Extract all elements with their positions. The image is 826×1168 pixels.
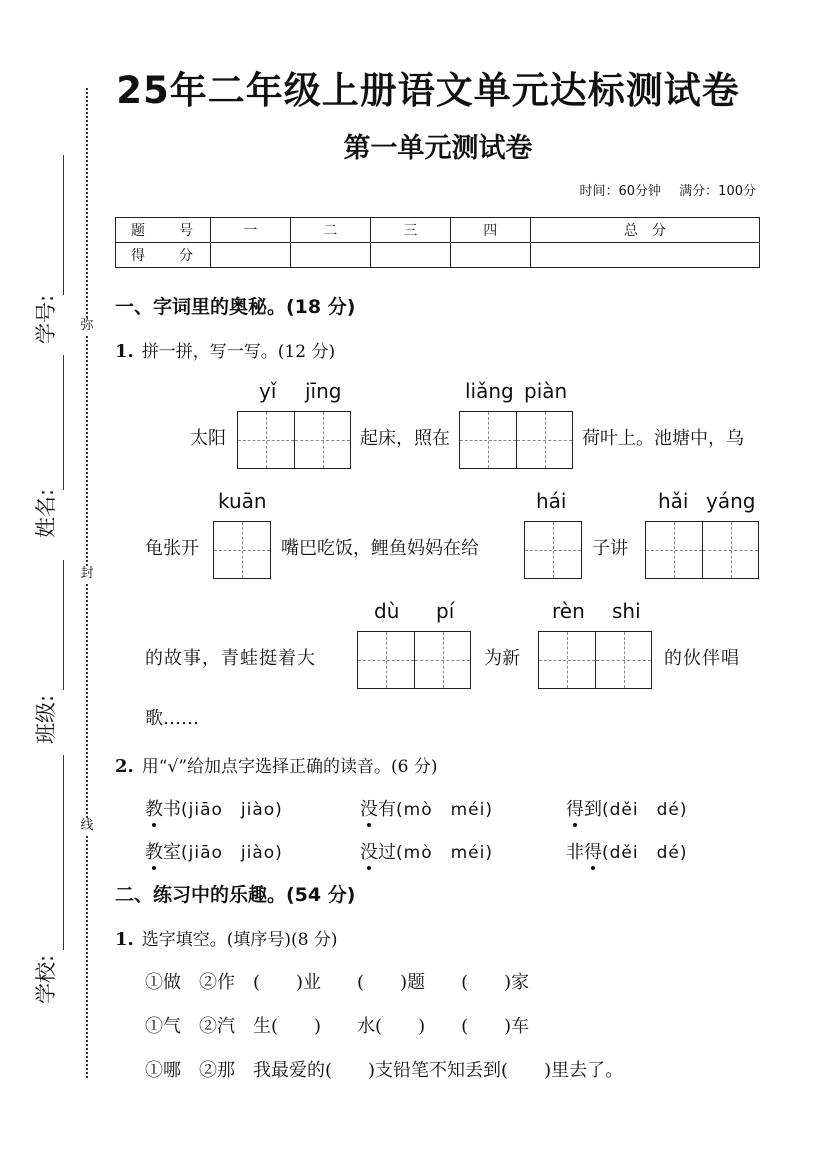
writing-grid[interactable] (645, 521, 759, 579)
pinyin: yǐ (259, 379, 277, 403)
pronunciation-choice[interactable]: 没过(mò méi) (360, 838, 493, 864)
writing-grid[interactable] (459, 411, 573, 469)
score-table-col-1: 一 (211, 218, 291, 243)
cut-char-mi: 弥 (80, 318, 94, 333)
score-cell[interactable] (530, 243, 759, 268)
class-label: 班级: (34, 694, 58, 744)
score-cell[interactable] (370, 243, 450, 268)
student-number-label: 学号: (34, 294, 58, 344)
question-text: 拼一拼，写一写。(12 分) (141, 342, 336, 362)
passage-text: 龟张开 (145, 538, 199, 559)
question-number: 2. (115, 756, 134, 777)
pinyin: kuān (218, 489, 267, 513)
question-1-1 (115, 337, 335, 362)
binding-dotted-line (86, 88, 88, 1078)
pinyin: dù (374, 599, 400, 623)
pinyin-options[interactable]: (mò méi) (396, 800, 493, 820)
pinyin-options[interactable]: (jiāo jiào) (181, 800, 283, 820)
pinyin-options[interactable]: (jiāo jiào) (181, 843, 283, 863)
passage-text: 的伙伴唱 (664, 648, 740, 669)
pinyin-options[interactable]: (děi dé) (602, 843, 688, 863)
pronunciation-choice[interactable]: 非得(děi dé) (566, 838, 688, 864)
dotted-char: 得 (566, 795, 584, 821)
pronunciation-choice[interactable]: 没有(mò méi) (360, 795, 493, 821)
dotted-char: 教 (145, 795, 163, 821)
pinyin: pí (436, 599, 455, 623)
pinyin: liǎng (465, 379, 514, 403)
writing-grid[interactable] (213, 521, 271, 579)
exam-meta (565, 180, 756, 199)
score-table-col-3: 三 (370, 218, 450, 243)
question-number: 1. (115, 341, 134, 362)
dotted-char: 没 (360, 838, 378, 864)
passage-text: 子讲 (592, 538, 628, 559)
pronunciation-choice[interactable]: 教室(jiāo jiào) (145, 838, 283, 864)
score-table-header-row (116, 218, 760, 243)
pronunciation-choice[interactable]: 得到(děi dé) (566, 795, 688, 821)
exam-time: 时间：60分钟 (579, 184, 662, 199)
pinyin: piàn (524, 379, 568, 403)
writing-grid[interactable] (538, 631, 652, 689)
page-subtitle: 第一单元测试卷 (343, 133, 533, 164)
pinyin: rèn (552, 599, 585, 623)
pinyin-options[interactable]: (děi dé) (602, 800, 688, 820)
pinyin: jīng (305, 379, 342, 403)
pinyin: hǎi (658, 489, 689, 513)
pinyin: hái (536, 489, 567, 513)
question-2-1 (115, 925, 338, 950)
pinyin: yáng (706, 489, 756, 513)
school-label: 学校: (34, 954, 58, 1004)
passage-text: 的故事，青蛙挺着大 (145, 648, 316, 669)
passage-text: 荷叶上。池塘中，乌 (582, 428, 744, 449)
passage-text: 起床，照在 (360, 428, 450, 449)
fill-blank-row[interactable]: ①做 ②作 ( )业 ( )题 ( )家 (145, 972, 530, 993)
passage-text: 太阳 (190, 428, 226, 449)
class-line[interactable] (63, 560, 64, 690)
score-table (115, 217, 760, 268)
score-table-score-row (116, 243, 760, 268)
score-row-label: 得 分 (116, 243, 211, 268)
writing-grid[interactable] (237, 411, 351, 469)
dotted-char: 得 (584, 838, 602, 864)
student-name-label: 姓名: (34, 488, 58, 538)
section-1-title: 一、字词里的奥秘。(18 分) (115, 296, 356, 318)
question-1-2 (115, 752, 438, 777)
section-2-title: 二、练习中的乐趣。(54 分) (115, 884, 356, 906)
student-name-line[interactable] (63, 355, 64, 490)
question-number: 1. (115, 929, 134, 950)
passage-text: 为新 (484, 648, 520, 669)
score-cell[interactable] (290, 243, 370, 268)
school-line[interactable] (63, 755, 64, 950)
writing-grid[interactable] (357, 631, 471, 689)
pronunciation-choice[interactable]: 教书(jiāo jiào) (145, 795, 283, 821)
score-cell[interactable] (211, 243, 291, 268)
score-table-col-total: 总 分 (530, 218, 759, 243)
score-table-header: 题 号 (116, 218, 211, 243)
pinyin: shi (612, 599, 641, 623)
pinyin-options[interactable]: (mò méi) (396, 843, 493, 863)
score-cell[interactable] (450, 243, 530, 268)
passage-text: 嘴巴吃饭，鲤鱼妈妈在给 (281, 538, 479, 559)
exam-full-score: 满分：100分 (679, 184, 756, 199)
page-title: 25年二年级上册语文单元达标测试卷 (116, 69, 740, 112)
cut-char-feng: 封 (80, 566, 94, 581)
score-table-col-4: 四 (450, 218, 530, 243)
passage-text: 歌…… (145, 708, 199, 729)
question-text: 选字填空。(填序号)(8 分) (141, 930, 338, 950)
dotted-char: 教 (145, 838, 163, 864)
writing-grid[interactable] (524, 521, 582, 579)
student-number-line[interactable] (63, 155, 64, 295)
question-text: 用“√”给加点字选择正确的读音。(6 分) (141, 757, 438, 777)
score-table-col-2: 二 (290, 218, 370, 243)
dotted-char: 没 (360, 795, 378, 821)
fill-blank-row[interactable]: ①哪 ②那 我最爱的( )支铅笔不知丢到( )里去了。 (145, 1060, 624, 1081)
fill-blank-row[interactable]: ①气 ②汽 生( ) 水( ) ( )车 (145, 1016, 530, 1037)
cut-char-xian: 线 (80, 818, 94, 833)
